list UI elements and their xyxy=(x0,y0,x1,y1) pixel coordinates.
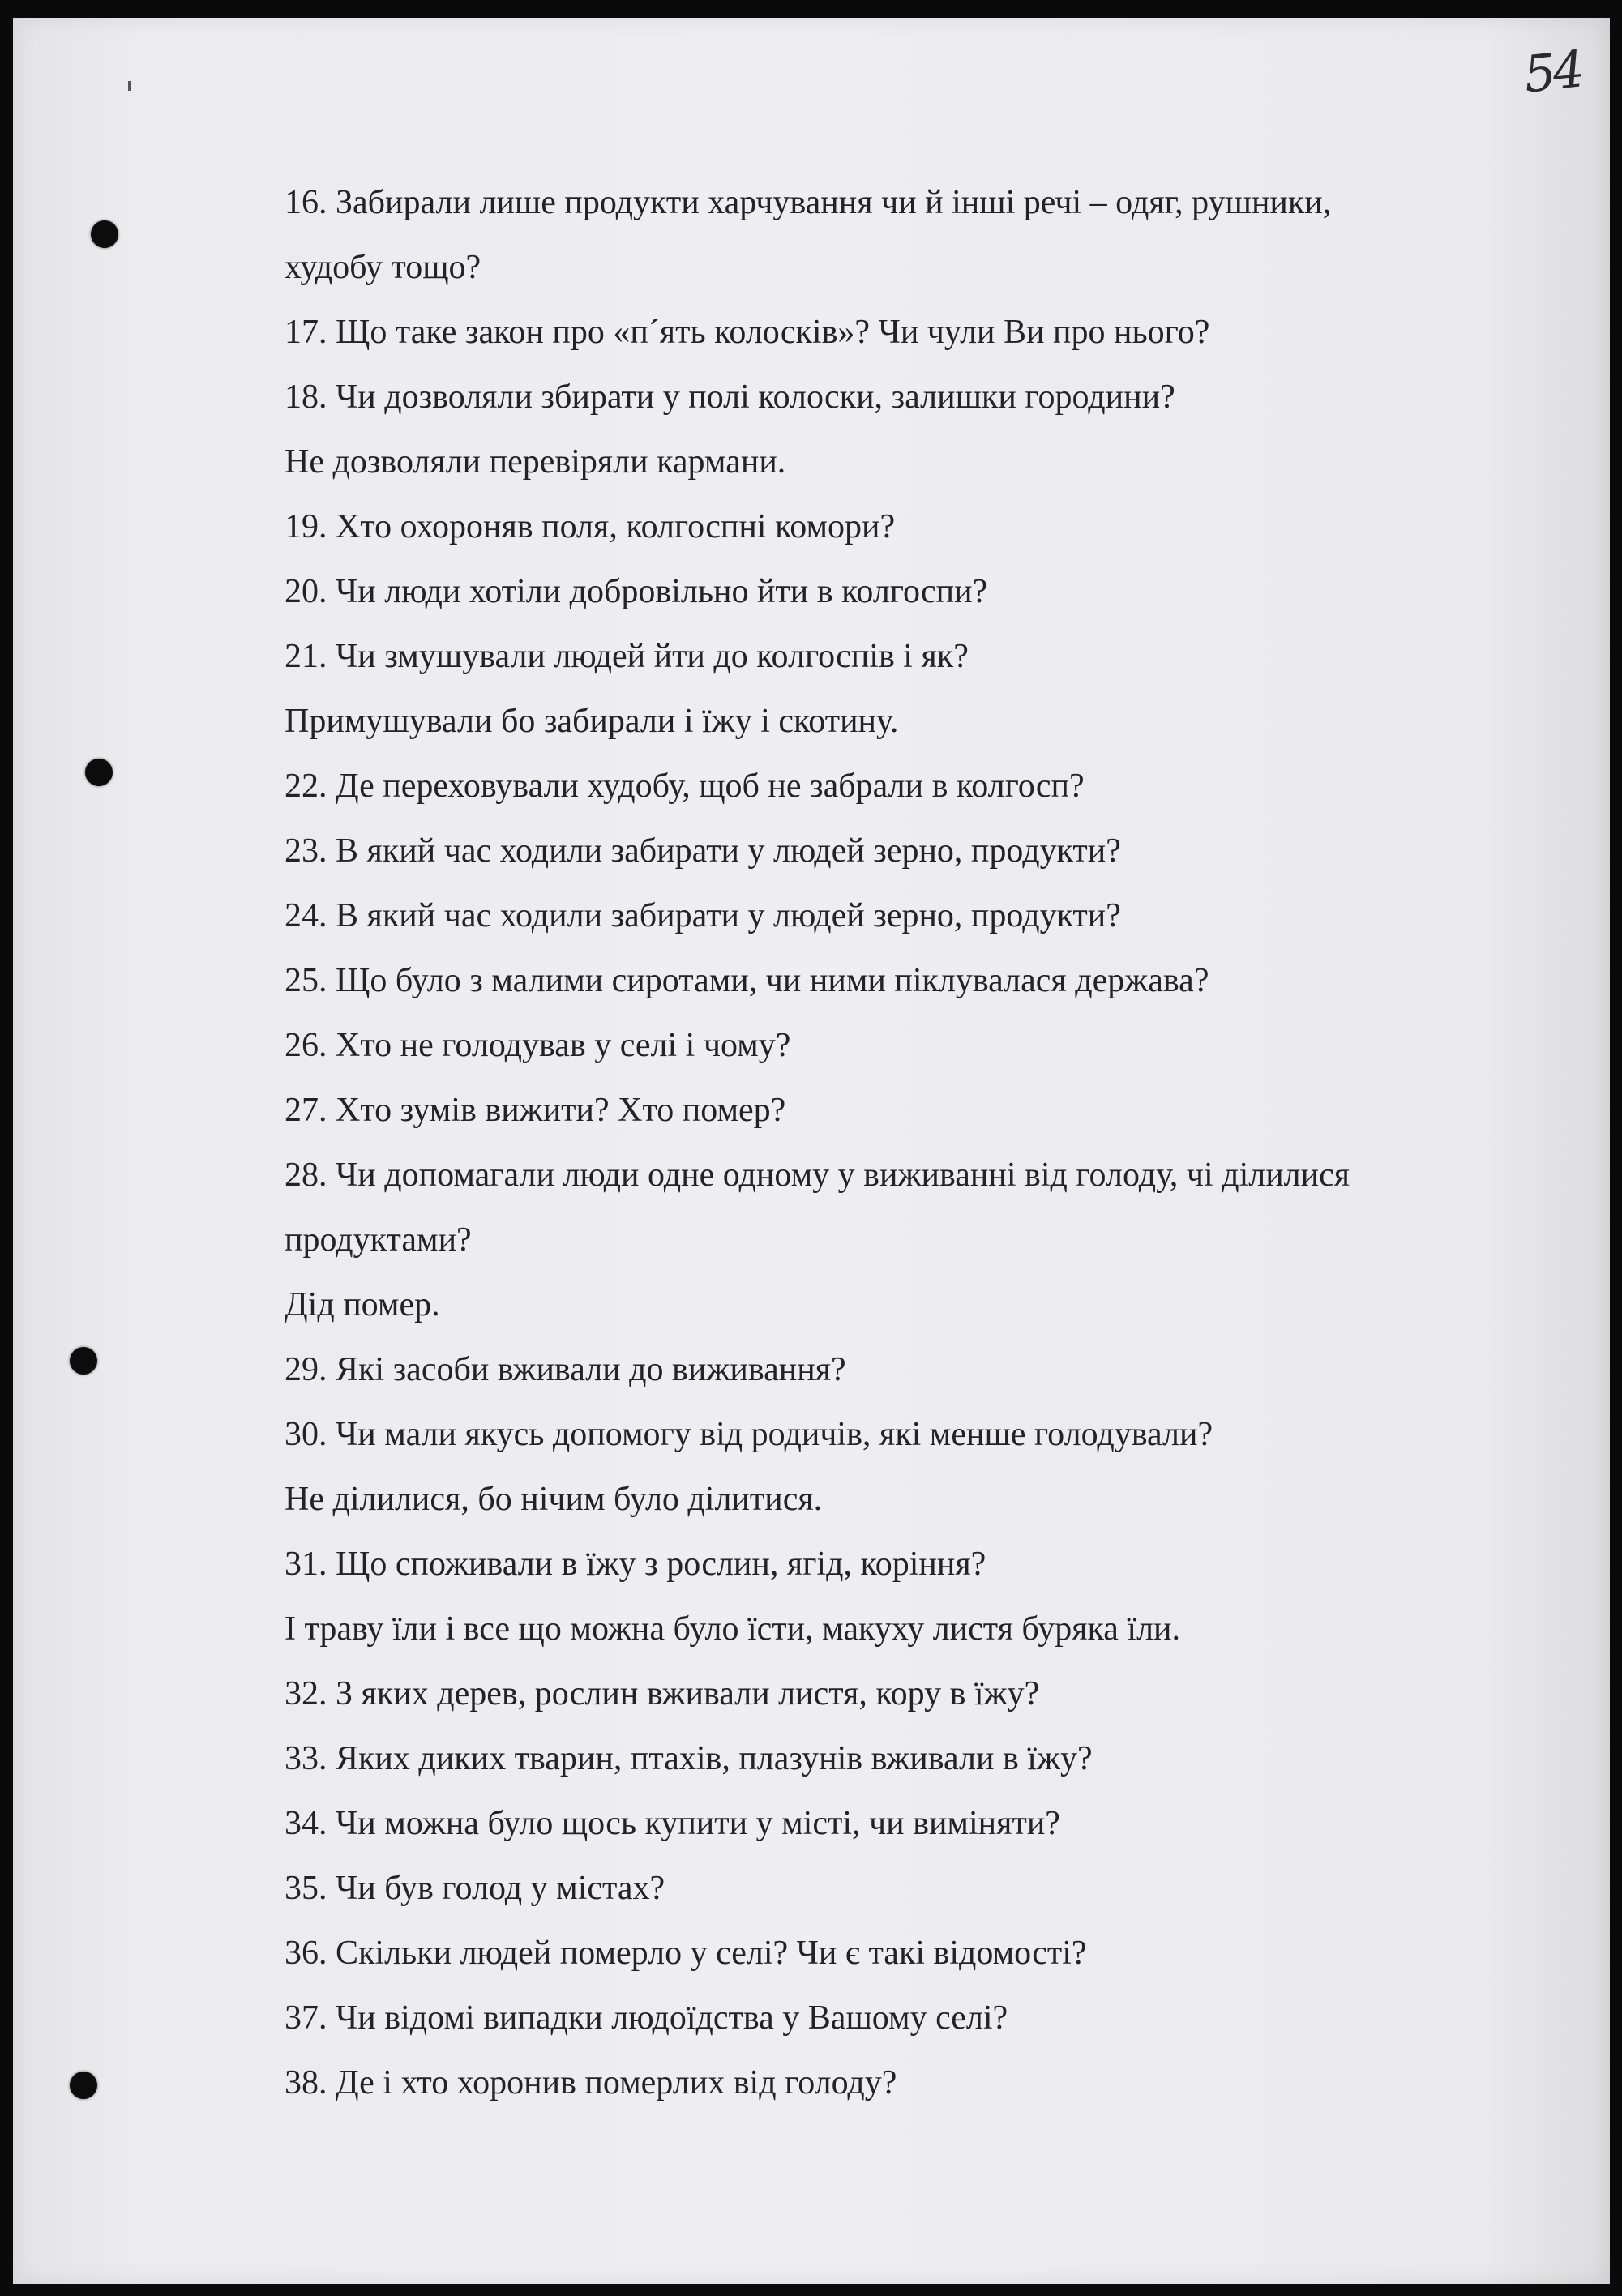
text-line: 30. Чи мали якусь допомогу від родичів, які менше голодували? xyxy=(285,1416,1213,1453)
punch-hole xyxy=(85,759,113,786)
answer-line: І траву їли і все що можна було їсти, макуху листя буряка їли. xyxy=(285,1610,1181,1648)
text-line: 23. В який час ходили забирати у людей зерно, продукти? xyxy=(285,832,1121,870)
text-line: 20. Чи люди хотіли добровільно йти в колгоспи? xyxy=(285,573,988,610)
punch-hole xyxy=(70,2072,97,2099)
text-line: 22. Де переховували худобу, щоб не забрали в колгосп? xyxy=(285,767,1085,805)
text-line: продуктами? xyxy=(285,1221,472,1259)
text-line: 25. Що було з малими сиротами, чи ними піклувалася держава? xyxy=(285,962,1209,999)
answer-line: Не дозволяли перевіряли кармани. xyxy=(285,443,786,481)
questionnaire-text xyxy=(285,170,1549,2115)
text-line: 24. В який час ходили забирати у людей зерно, продукти? xyxy=(285,897,1121,934)
text-line: 27. Хто зумів вижити? Хто помер? xyxy=(285,1092,786,1129)
text-line: 31. Що споживали в їжу з рослин, ягід, коріння? xyxy=(285,1546,986,1583)
text-line: 36. Скільки людей померло у селі? Чи є такі відомості? xyxy=(285,1935,1087,1972)
text-line: 35. Чи був голод у містах? xyxy=(285,1870,665,1907)
text-line: худобу тощо? xyxy=(285,249,481,286)
text-line: 17. Що таке закон про «п´ять колосків»? Чи чули Ви про нього? xyxy=(285,314,1210,351)
text-line: 16. Забирали лише продукти харчування чи й інші речі – одяг, рушники, xyxy=(285,184,1332,221)
handwritten-page-number: 54 xyxy=(1521,39,1585,105)
text-line: 21. Чи змушували людей йти до колгоспів і як? xyxy=(285,638,969,675)
text-line: 33. Яких диких тварин, птахів, плазунів вживали в їжу? xyxy=(285,1740,1093,1777)
text-line: 34. Чи можна було щось купити у місті, чи виміняти? xyxy=(285,1805,1060,1842)
answer-line: Дід помер. xyxy=(285,1286,440,1323)
text-line: 19. Хто охороняв поля, колгоспні комори? xyxy=(285,508,896,545)
answer-line: Примушували бо забирали і їжу і скотину. xyxy=(285,703,899,740)
punch-hole xyxy=(91,220,118,248)
text-line: 28. Чи допомагали люди одне одному у виживанні від голоду, чі ділилися xyxy=(285,1157,1350,1194)
text-line: 37. Чи відомі випадки людоїдства у Вашому селі? xyxy=(285,1999,1008,2037)
pen-mark xyxy=(128,81,131,91)
punch-hole xyxy=(70,1347,97,1375)
text-line: 26. Хто не голодував у селі і чому? xyxy=(285,1027,791,1064)
text-line: 29. Які засоби вживали до виживання? xyxy=(285,1351,846,1388)
text-line: 38. Де і хто хоронив померлих від голоду? xyxy=(285,2064,897,2101)
text-line: 18. Чи дозволяли збирати у полі колоски, залишки городини? xyxy=(285,378,1175,416)
answer-line: Не ділилися, бо нічим було ділитися. xyxy=(285,1481,823,1518)
text-line: 32. З яких дерев, рослин вживали листя, кору в їжу? xyxy=(285,1675,1040,1712)
